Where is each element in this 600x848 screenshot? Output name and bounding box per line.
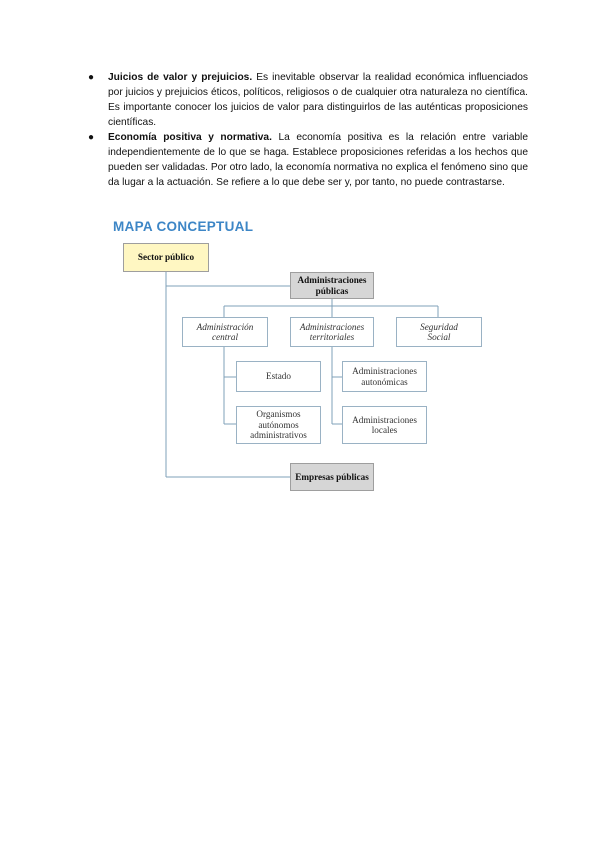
bullet-text: Es inevitable observar la realidad económica influenciados por juicios y prejuicios éticos, políticos, religiosos o de cualquier otra naturaleza no científica. Es importante conocer los juicios de valor para distinguirlos de las auténticas proposiciones científicas. xyxy=(108,72,528,128)
node-estado: Estado xyxy=(236,361,321,392)
node-administraciones-locales: Administraciones locales xyxy=(342,406,427,444)
node-administracion-central: Administración central xyxy=(182,317,268,347)
map-title: MAPA CONCEPTUAL xyxy=(113,219,254,234)
bullet-title: Economía positiva y normativa. xyxy=(108,132,272,143)
node-sector-publico: Sector público xyxy=(123,243,209,272)
bullet-dot-icon: ● xyxy=(88,132,95,143)
bullet-dot-icon: ● xyxy=(88,72,95,83)
bullet-text: La economía positiva es la relación entre variable independientemente de lo que se haga. Establece proposiciones referidas a los hechos que pueden ser validadas. Por otro lado, la economía normativa no explica el fenómeno sino que da lugar a la actuación. Se refiere a lo que debe ser y, por tanto, no puede contrastarse. xyxy=(108,132,528,188)
node-administraciones-autonomicas: Administraciones autonómicas xyxy=(342,361,427,392)
node-empresas-publicas: Empresas públicas xyxy=(290,463,374,491)
bullet-title: Juicios de valor y prejuicios. xyxy=(108,72,253,83)
node-administraciones-publicas: Administraciones públicas xyxy=(290,272,374,299)
node-administraciones-territoriales: Administraciones territoriales xyxy=(290,317,374,347)
node-organismos-autonomos: Organismos autónomos administrativos xyxy=(236,406,321,444)
node-seguridad-social: Seguridad Social xyxy=(396,317,482,347)
